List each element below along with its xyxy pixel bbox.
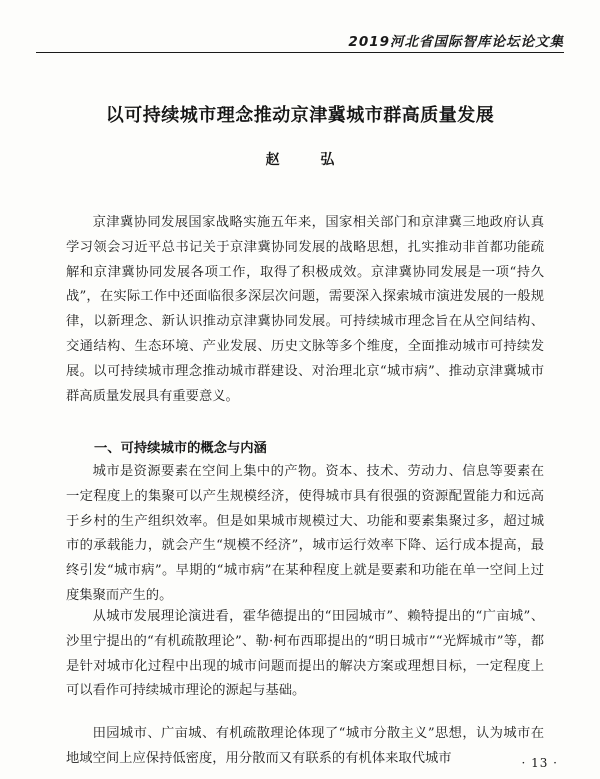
page-number: · 13 · [521,756,558,770]
section-heading: 一、可持续城市的概念与内涵 [94,441,267,456]
header-rule [36,52,564,53]
article-title: 以可持续城市理念推动京津冀城市群高质量发展 [105,105,495,126]
paragraph: 城市是资源要素在空间上集中的产物。资本、技术、劳动力、信息等要素在一定程度上的集聚可以产生规模经济，使得城市具有很强的资源配置能力和远高于乡村的生产组织效率。但是如果城市规模过大、功能和要素集聚过多，超过城市的承载能力，就会产生“规模不经济”，城市运行效率下降、运行成本提高，最终引发“城市病”。早期的“城市病”在某种程度上就是要素和功能在单一空间上过度集聚而产生的。 [66,464,544,603]
author-name: 赵 弘 [265,152,353,168]
paragraph: 京津冀协同发展国家战略实施五年来，国家相关部门和京津冀三地政府认真学习领会习近平总书记关于京津冀协同发展的战略思想，扎实推动非首都功能疏解和京津冀协同发展各项工作，取得了积极成效。京津冀协同发展是一项“持久战”，在实际工作中还面临很多深层次问题，需要深入探索城市演进发展的一般规律，以新理念、新认识推动京津冀协同发展。可持续城市理念旨在从空间结构、交通结构、生态环境、产业发展、历史文脉等多个维度，全面推动城市可持续发展。以可持续城市理念推动城市群建设、对治理北京“城市病”、推动京津冀城市群高质量发展具有重要意义。 [66,215,544,404]
paragraph: 田园城市、广亩城、有机疏散理论体现了“城市分散主义”思想，认为城市在地域空间上应保持低密度，用分散而又有联系的有机体来取代城市 [66,726,544,766]
intro-paragraph-block [66,211,544,409]
section1-paragraph-1-block [66,460,544,609]
section1-paragraph-2-block [66,605,544,704]
running-head: 2019河北省国际智库论坛论文集 [348,34,564,50]
section1-paragraph-3-block [66,722,544,772]
paragraph: 从城市发展理论演进看，霍华德提出的“田园城市”、赖特提出的“广亩城”、沙里宁提出的“有机疏散理论”、勒·柯布西耶提出的“明日城市”“光辉城市”等，都是针对城市化过程中出现的城市问题而提出的解决方案或理想目标，一定程度上可以看作可持续城市理论的源起与基础。 [66,609,544,699]
